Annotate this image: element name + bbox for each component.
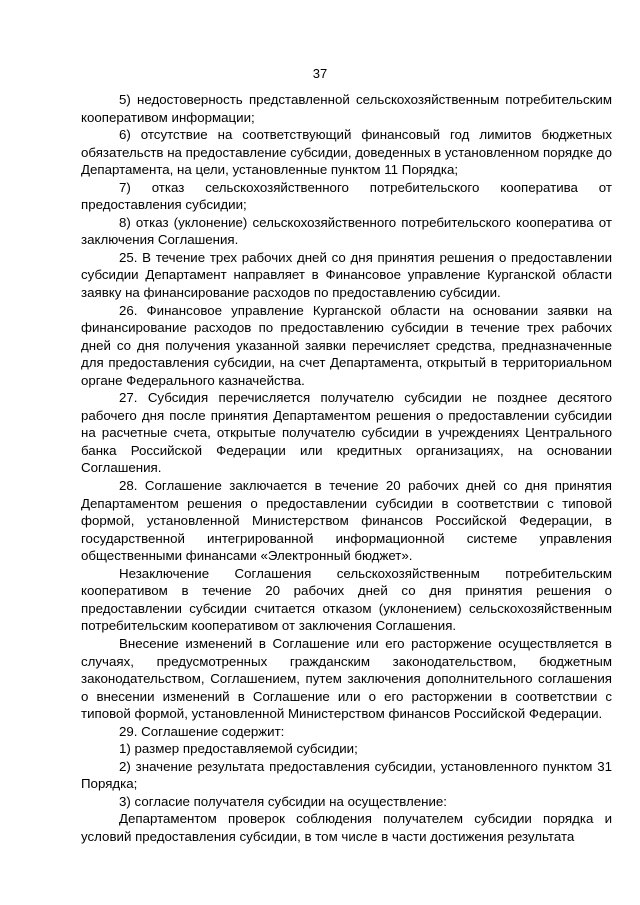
paragraph-subitem-3-consent: 3) согласие получателя субсидии на осуществление: — [119, 793, 447, 809]
paragraph-clause-27: 27. Субсидия перечисляется получателю субсидии не позднее десятого рабочего дня после принятия Департаментом решения о предоставлении субсидии на расчетные счета, открытые получателю субсидии в учреждениях Центрального банка Российской Федерации или кредитных организациях, на основании Соглашения. — [81, 390, 612, 476]
paragraph-subitem-2-result: 2) значение результата предоставления субсидии, установленного пунктом 31 Порядка; — [81, 758, 612, 792]
paragraph-subitem-1-amount: 1) размер предоставляемой субсидии; — [119, 741, 358, 757]
paragraph-item-6-no-limits: 6) отсутствие на соответствующий финансовый год лимитов бюджетных обязательств на предоставление субсидии, доведенных в установленном порядке до Департамента, на цели, установленные пунктом 11 Порядка; — [81, 127, 612, 178]
paragraph-clause-25: 25. В течение трех рабочих дней со дня принятия решения о предоставлении субсидии Департамент направляет в Финансовое управление Курганской области заявку на финансирование расходов по предоставлению субсидии. — [81, 249, 612, 301]
paragraph-item-7-cooperative-refusal: 7) отказ сельскохозяйственного потребительского кооператива от предоставления субсидии; — [81, 179, 612, 213]
paragraph-clause-28: 28. Соглашение заключается в течение 20 рабочих дней со дня принятия Департаментом решения о предоставлении субсидии в соответствии с типовой формой, установленной Министерством финансов Российской Федерации, в государственной интегрированной информационной системе управления общественными финансами «Электронный бюджет». — [81, 478, 612, 564]
page-number: 37 — [312, 66, 328, 81]
paragraph-clause-26: 26. Финансовое управление Курганской области на основании заявки на финансирование расходов по предоставлению субсидии в течение трех рабочих дней со дня получения указанной заявки перечисляет средства, предназначенные для предоставления субсидии, на счет Департамента, открытый в территориальном органе Федерального казначейства. — [81, 302, 612, 388]
paragraph-amendments: Внесение изменений в Соглашение или его расторжение осуществляется в случаях, предусмотренных гражданским законодательством, бюджетным законодательством, Соглашением, путем заключения дополнительного соглашения о внесении изменений в Соглашение или о его расторжении в соответствии с типовой формой, установленной Министерством финансов Российской Федерации. — [81, 635, 612, 722]
paragraph-inspections: Департаментом проверок соблюдения получателем субсидии порядка и условий предоставления субсидии, в том числе в части достижения результата — [81, 811, 612, 844]
document-body — [81, 91, 612, 846]
paragraph-item-8-agreement-refusal: 8) отказ (уклонение) сельскохозяйственного потребительского кооператива от заключения Соглашения. — [81, 214, 612, 248]
paragraph-item-5-unreliable-info: 5) недостоверность представленной сельскохозяйственным потребительским кооперативом информации; — [81, 92, 612, 125]
paragraph-clause-29: 29. Соглашение содержит: — [119, 723, 285, 739]
paragraph-non-conclusion: Незаключение Соглашения сельскохозяйственным потребительским кооперативом в течение 20 рабочих дней со дня принятия решения о предоставлении субсидии считается отказом (уклонением) сельскохозяйственным потребительским кооперативом от заключения Соглашения. — [81, 565, 612, 634]
